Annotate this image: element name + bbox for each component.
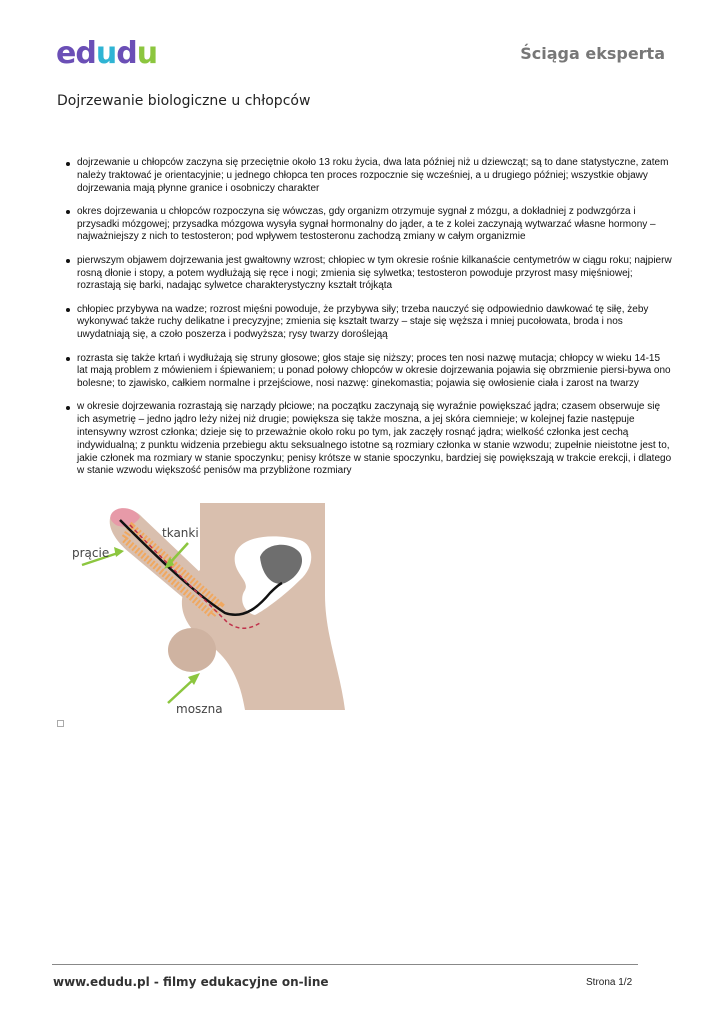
bullet-item: w okresie dojrzewania rozrastają się narządy płciowe; na początku zaczynają się wyraźnie powiększać jądra; czasem obserwuje się ich asymetrię – jedno jądro leży niżej niż drugie; powiększa się także moszna, a jej skóra ciemnieje; w kolejnej fazie następuje intensywny wzrost członka; dzieje się to przeważnie około roku po tym, jak zaczęły rosnąć jądra; wielkość członka jest cechą indywidualną; z punktu widzenia przebiegu aktu seksualnego istotne są rozmiary członka w stanie wzwodu; zupełnie nieistotne jest to, jakie członek ma rozmiary w stanie spoczynku; penisy krótsze w stanie spoczynku, bardziej się powiększają w trakcie erekcji, i dlatego w stanie wzwodu większość penisów ma przybliżone rozmiary	[66, 401, 672, 478]
bullet-item: pierwszym objawem dojrzewania jest gwałtowny wzrost; chłopiec w tym okresie rośnie kilkanaście centymetrów w ciągu roku; najpierw rosną dłonie i stopy, a potem wydłużają się ręce i nogi; zmienia się sylwetka; testosteron powoduje przyrost masy mięśniowej; rozrastają się barki, nadając sylwetce charakterystyczny kształt trójkąta	[66, 255, 672, 293]
scrotum-shape	[168, 628, 216, 672]
bullet-item: rozrasta się także krtań i wydłużają się struny głosowe; głos staje się niższy; proces ten nosi nazwę mutacja; chłopcy w wieku 14-15 lat mają problem z mówieniem i śpiewaniem; u ponad połowy chłopców w okresie dojrzewania pojawia się obrzmienie piersi-bywa ono bolesne; to zjawisko, całkiem normalne i przejściowe, nosi nazwę: ginekomastia; pojawia się owłosienie ciała i zarost na twarzy	[66, 353, 672, 391]
label-penis: prącie	[72, 546, 110, 560]
logo-letter-4: d	[116, 36, 137, 71]
bullet-list	[66, 157, 672, 489]
scrotum-arrow	[168, 678, 195, 703]
label-scrotum: moszna	[176, 702, 223, 716]
logo-letter-2: d	[75, 36, 96, 71]
footer-site: www.edudu.pl - filmy edukacyjne on-line	[53, 975, 329, 989]
logo-letter-3: u	[95, 36, 117, 71]
label-tissue: tkanki	[162, 526, 199, 540]
edudu-logo	[56, 34, 186, 74]
page-number: Strona 1/2	[586, 977, 633, 988]
bullet-item: okres dojrzewania u chłopców rozpoczyna się wówczas, gdy organizm otrzymuje sygnał z mózgu, a dokładniej z podwzgórza i przysadki mózgowej; przysadka mózgowa wysyła sygnał hormonalny do jąder, a te z kolei zaczynają wytwarzać własne hormony – najważniejszy z nich to testosteron; pod wpływem testosteronu zachodzą zmiany w całym organizmie	[66, 206, 672, 244]
footer-divider	[52, 964, 638, 965]
placeholder-box	[57, 720, 64, 727]
page-title: Dojrzewanie biologiczne u chłopców	[57, 93, 311, 109]
bullet-item: dojrzewanie u chłopców zaczyna się przeciętnie około 13 roku życia, dwa lata później niż u dziewcząt; są to dane statystyczne, zatem należy traktować je orientacyjnie; u jednego chłopca ten proces rozpocznie się wcześniej, a u drugiego później; wszystkie objawy dojrzewania mają płynne granice i osobniczy charakter	[66, 157, 672, 195]
section-label: Ściąga eksperta	[520, 44, 665, 63]
anatomy-illustration	[60, 495, 360, 725]
logo-letter-5: u	[136, 36, 158, 71]
logo-letter-1: e	[56, 36, 76, 71]
penis-arrow-head	[114, 547, 124, 557]
bullet-item: chłopiec przybywa na wadze; rozrost mięśni powoduje, że przybywa siły; trzeba nauczyć się odpowiednio dawkować tę siłę, żeby wykonywać także ruchy delikatne i precyzyjne; zmienia się kształt twarzy – staje się węższa i mniej pucołowata, broda i nos uwydatniają się, a czoło poszerza i podwyższa; rysy twarzy doroślejąą	[66, 304, 672, 342]
